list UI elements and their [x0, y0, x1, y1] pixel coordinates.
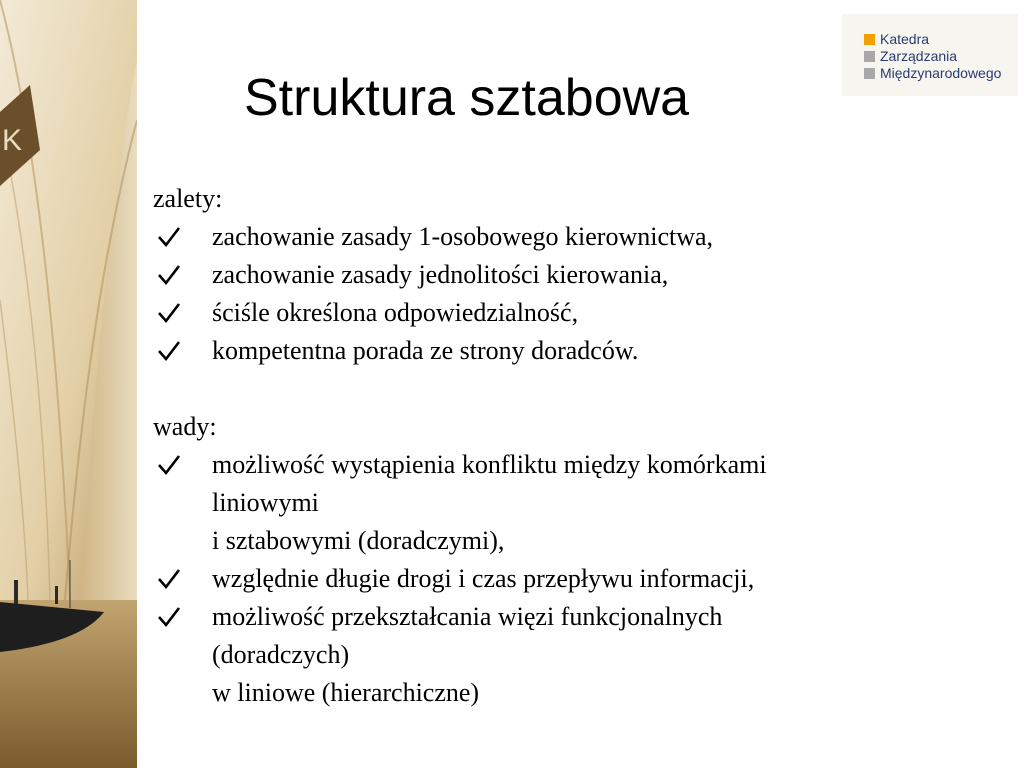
logo-square-icon [864, 68, 875, 79]
spacer [153, 370, 1013, 408]
list-item [153, 446, 1013, 560]
list-item-text: (doradczych) [212, 640, 350, 669]
checkmark-icon [157, 256, 181, 294]
list-item-text: możliwość wystąpienia konfliktu między komórkami [212, 450, 767, 479]
logo-text: Katedra [880, 31, 930, 47]
list-item-text: względnie długie drogi i czas przepływu informacji, [212, 564, 755, 593]
list-item-text: liniowymi [212, 488, 319, 517]
checkmark-icon [157, 560, 181, 598]
list-item-text: i sztabowymi (doradczymi), [212, 526, 505, 555]
checkmark-icon [157, 332, 181, 370]
logo-row [864, 31, 929, 48]
advantages-list [153, 218, 1013, 370]
advantages-heading: zalety: [153, 184, 223, 213]
list-item-text: w liniowe (hierarchiczne) [212, 678, 480, 707]
slide-body [153, 180, 1013, 712]
list-item-text: kompetentna porada ze strony doradców. [212, 336, 639, 365]
list-item [153, 560, 1013, 598]
checkmark-icon [157, 218, 181, 256]
sailboat-photo-icon [0, 0, 137, 768]
list-item [153, 598, 1013, 712]
slide-title: Struktura sztabowa [244, 69, 690, 127]
list-item [153, 294, 1013, 332]
logo-row [864, 48, 957, 65]
list-item [153, 256, 1013, 294]
checkmark-icon [157, 294, 181, 332]
logo [842, 14, 1018, 96]
list-item-text: zachowanie zasady 1-osobowego kierownictwa, [212, 222, 714, 251]
logo-row [864, 65, 1001, 82]
logo-text: Międzynarodowego [880, 65, 1002, 81]
logo-text: Zarządzania [880, 48, 958, 64]
disadvantages-heading: wady: [153, 412, 217, 441]
list-item [153, 218, 1013, 256]
list-item-text: zachowanie zasady jednolitości kierowania, [212, 260, 669, 289]
list-item-text: ściśle określona odpowiedzialność, [212, 298, 579, 327]
list-item-text: możliwość przekształcania więzi funkcjonalnych [212, 602, 723, 631]
checkmark-icon [157, 446, 181, 484]
checkmark-icon [157, 598, 181, 636]
logo-square-icon [864, 34, 875, 45]
list-item [153, 332, 1013, 370]
disadvantages-list [153, 446, 1013, 712]
svg-text:K: K [2, 124, 23, 157]
logo-square-icon [864, 51, 875, 62]
